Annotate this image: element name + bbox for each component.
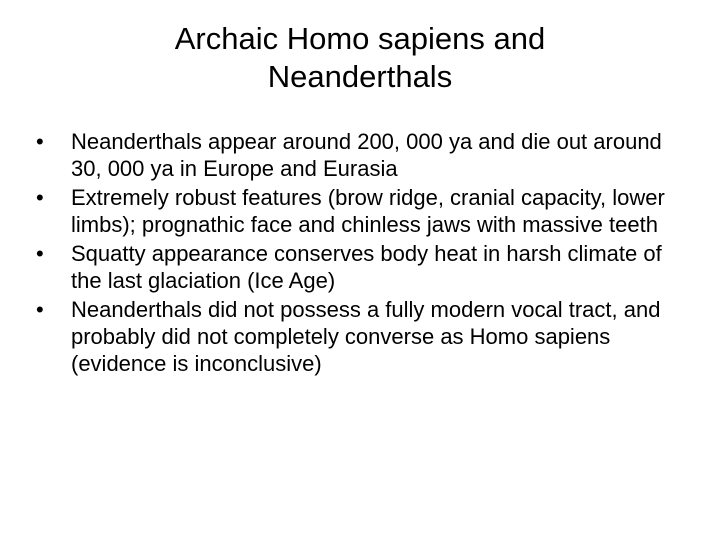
- slide-title: [60, 20, 660, 96]
- bullet-item: [36, 296, 684, 377]
- slide-title-line-2: Neanderthals: [267, 59, 453, 94]
- bullet-item: [36, 184, 684, 238]
- bullet-item: [36, 240, 684, 294]
- bullet-text: Neanderthals appear around 200, 000 ya and die out around 30, 000 ya in Europe and Eurasia: [71, 129, 662, 181]
- bullet-text: Extremely robust features (brow ridge, cranial capacity, lower limbs); prognathic face and chinless jaws with massive teeth: [71, 185, 665, 237]
- bullet-dot-icon: •: [36, 241, 44, 266]
- bullet-list: [36, 128, 684, 379]
- bullet-dot-icon: •: [36, 297, 44, 322]
- bullet-dot-icon: •: [36, 185, 44, 210]
- bullet-text: Squatty appearance conserves body heat in harsh climate of the last glaciation (Ice Age): [71, 241, 662, 293]
- bullet-dot-icon: •: [36, 129, 44, 154]
- slide-title-line-1: Archaic Homo sapiens and: [174, 21, 546, 56]
- bullet-item: [36, 128, 684, 182]
- bullet-text: Neanderthals did not possess a fully modern vocal tract, and probably did not completely converse as Homo sapiens (evidence is inconclusive): [71, 297, 661, 376]
